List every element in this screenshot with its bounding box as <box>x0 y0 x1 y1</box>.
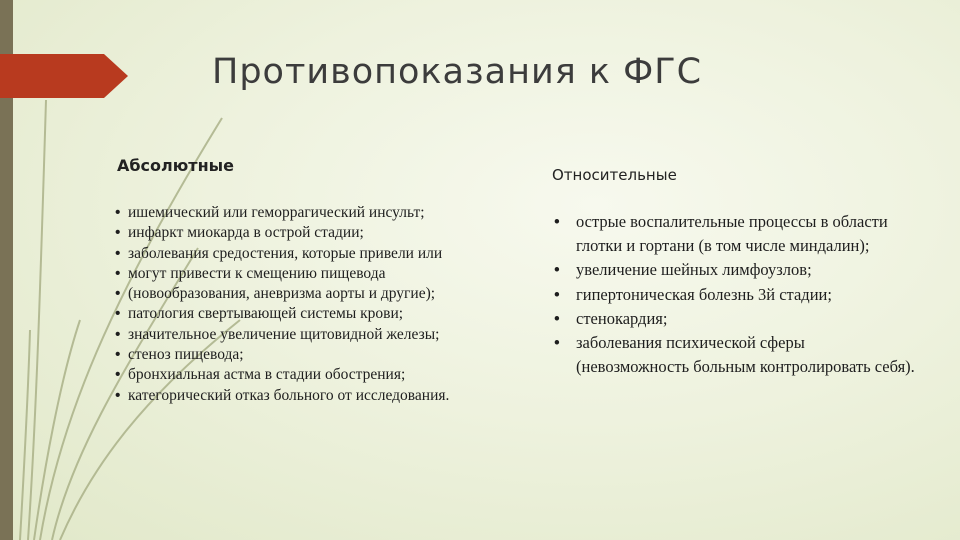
list-item: • инфаркт миокарда в острой стадии; <box>128 223 528 243</box>
absolute-list <box>128 203 528 406</box>
list-item: • ишемический или геморрагический инсульт; <box>128 203 528 223</box>
relative-heading: Относительные <box>552 166 677 184</box>
list-item: • заболевания психической сферы (невозможность больным контролировать себя). <box>576 331 916 379</box>
list-item: • увеличение шейных лимфоузлов; <box>576 258 916 282</box>
list-item: • стенокардия; <box>576 307 916 331</box>
relative-list <box>576 210 916 379</box>
list-item: • (новообразования, аневризма аорты и другие); <box>128 284 528 304</box>
list-item: • гипертоническая болезнь 3й стадии; <box>576 283 916 307</box>
list-item: • стеноз пищевода; <box>128 345 528 365</box>
list-item: • острые воспалительные процессы в области глотки и гортани (в том числе миндалин); <box>576 210 916 258</box>
list-item: • заболевания средостения, которые привели или <box>128 244 528 264</box>
accent-arrow <box>0 54 128 98</box>
slide-title: Противопоказания к ФГС <box>212 52 703 92</box>
list-item: • могут привести к смещению пищевода <box>128 264 528 284</box>
absolute-heading: Абсолютные <box>117 156 234 175</box>
list-item: • значительное увеличение щитовидной железы; <box>128 325 528 345</box>
list-item: • бронхиальная астма в стадии обострения; <box>128 365 528 385</box>
list-item: • патология свертывающей системы крови; <box>128 304 528 324</box>
list-item: • категорический отказ больного от исследования. <box>128 386 528 406</box>
